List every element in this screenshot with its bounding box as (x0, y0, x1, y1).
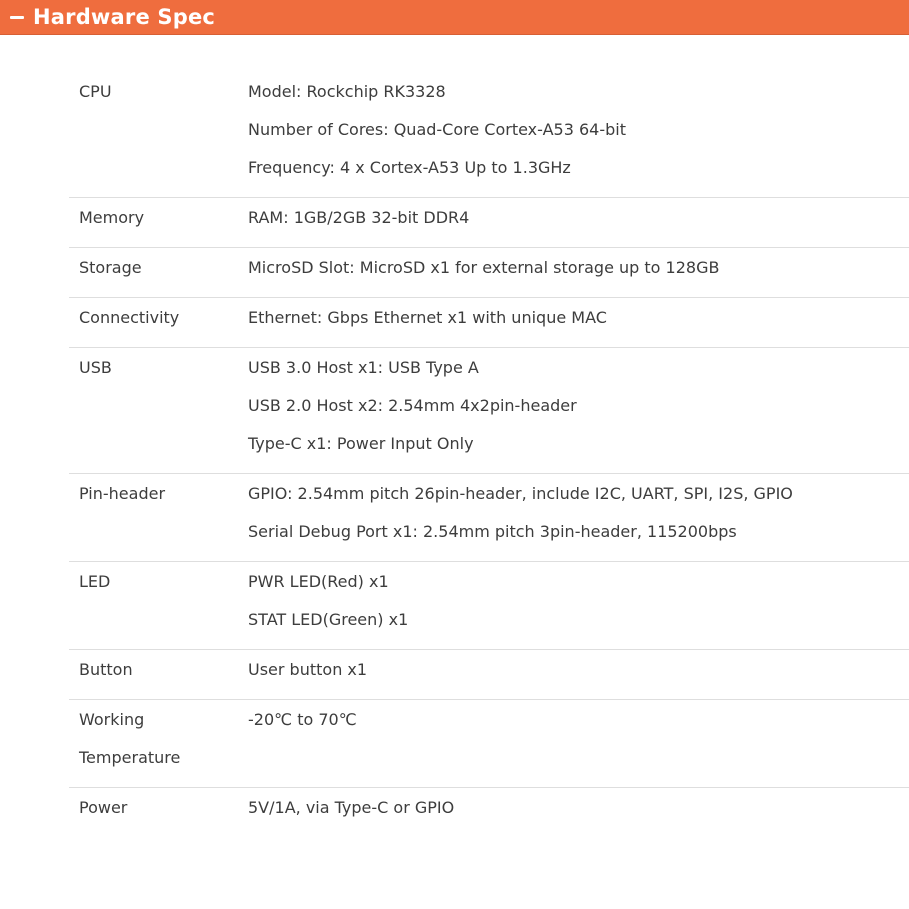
spec-row-working-temperature (69, 700, 909, 788)
spec-value: Serial Debug Port x1: 2.54mm pitch 3pin-header, 115200bps (248, 522, 737, 541)
spec-row-connectivity (69, 298, 909, 348)
spec-value: Number of Cores: Quad-Core Cortex-A53 64-bit (248, 120, 626, 139)
spec-label: USB (79, 358, 112, 377)
spec-label: CPU (79, 82, 112, 101)
spec-value: 5V/1A, via Type-C or GPIO (248, 798, 455, 817)
spec-value: PWR LED(Red) x1 (248, 572, 389, 591)
spec-value: MicroSD Slot: MicroSD x1 for external storage up to 128GB (248, 258, 720, 277)
spec-value: User button x1 (248, 660, 368, 679)
spec-value: RAM: 1GB/2GB 32-bit DDR4 (248, 208, 470, 227)
spec-value: STAT LED(Green) x1 (248, 610, 409, 629)
spec-row-power (69, 788, 909, 838)
spec-row-button (69, 650, 909, 700)
spec-label: Connectivity (79, 308, 180, 327)
spec-row-storage (69, 248, 909, 298)
spec-label: Pin-header (79, 484, 166, 503)
spec-row-pin-header (69, 474, 909, 562)
spec-value: USB 2.0 Host x2: 2.54mm 4x2pin-header (248, 396, 577, 415)
spec-label: Memory (79, 208, 145, 227)
spec-label: Button (79, 660, 133, 679)
minus-icon[interactable] (10, 16, 24, 19)
spec-value: Ethernet: Gbps Ethernet x1 with unique MAC (248, 308, 607, 327)
spec-label: Working Temperature (79, 710, 181, 767)
section-title: Hardware Spec (33, 4, 216, 29)
hardware-spec-header[interactable] (0, 0, 909, 35)
spec-label: LED (79, 572, 111, 591)
spec-value: Type-C x1: Power Input Only (248, 434, 474, 453)
spec-row-memory (69, 198, 909, 248)
spec-value: Model: Rockchip RK3328 (248, 82, 446, 101)
spec-label: Power (79, 798, 128, 817)
spec-row-led (69, 562, 909, 650)
spec-value: Frequency: 4 x Cortex-A53 Up to 1.3GHz (248, 158, 571, 177)
spec-value: USB 3.0 Host x1: USB Type A (248, 358, 479, 377)
spec-value: -20℃ to 70℃ (248, 710, 357, 729)
spec-row-cpu (69, 72, 909, 198)
spec-row-usb (69, 348, 909, 474)
hardware-spec-table (69, 72, 909, 837)
spec-value: GPIO: 2.54mm pitch 26pin-header, include I2C, UART, SPI, I2S, GPIO (248, 484, 793, 503)
spec-label: Storage (79, 258, 142, 277)
